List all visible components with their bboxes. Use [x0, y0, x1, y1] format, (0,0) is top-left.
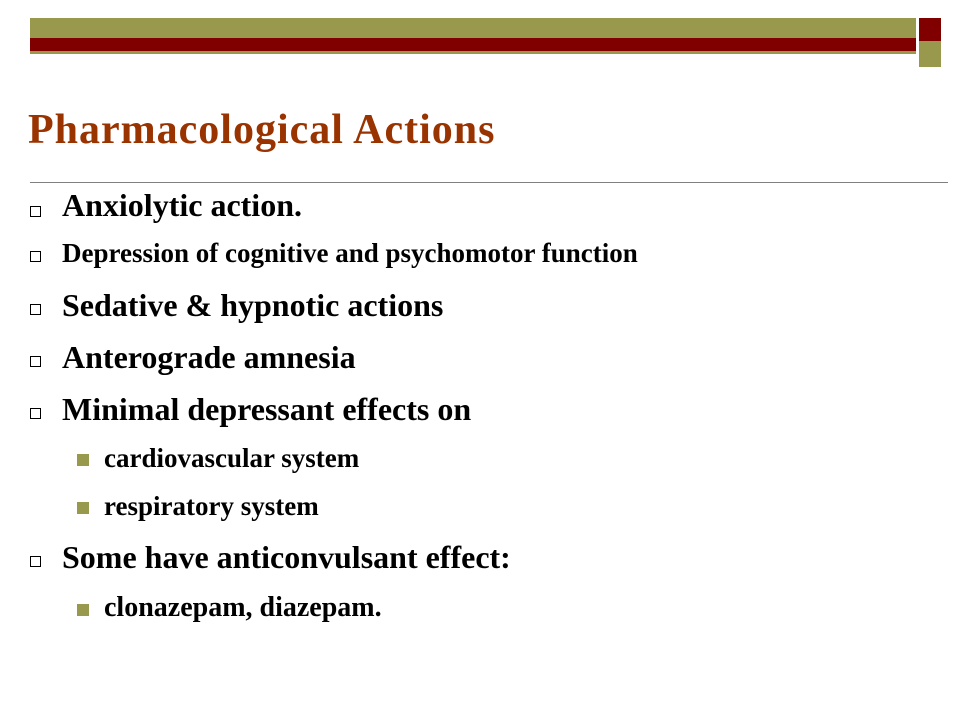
filled-square-bullet-icon	[77, 502, 89, 514]
bullet-text: Minimal depressant effects on	[62, 391, 472, 427]
sub-bullet-text: respiratory system	[104, 491, 319, 521]
bullet-text: Depression of cognitive and psychomotor function	[62, 238, 638, 268]
hollow-square-bullet-icon	[30, 408, 41, 419]
corner-square-olive	[919, 41, 941, 67]
bullet-text: Some have anticonvulsant effect:	[62, 539, 511, 575]
hollow-square-bullet-icon	[30, 356, 41, 367]
header-bar-olive	[30, 18, 916, 38]
hollow-square-bullet-icon	[30, 304, 41, 315]
bullet-text: Anterograde amnesia	[62, 339, 356, 375]
header-bar-olive-thin	[30, 51, 916, 54]
sub-bullet-text: cardiovascular system	[104, 443, 360, 473]
header-bar-maroon	[30, 38, 916, 51]
slide-title: Pharmacological Actions	[28, 107, 496, 153]
corner-square-maroon	[919, 18, 941, 38]
title-divider	[30, 182, 948, 183]
hollow-square-bullet-icon	[30, 206, 41, 217]
filled-square-bullet-icon	[77, 604, 89, 616]
bullet-text: Sedative & hypnotic actions	[62, 287, 444, 323]
bullet-text: Anxiolytic action.	[62, 187, 302, 223]
sub-bullet-text: clonazepam, diazepam.	[104, 592, 382, 623]
hollow-square-bullet-icon	[30, 556, 41, 567]
filled-square-bullet-icon	[77, 454, 89, 466]
hollow-square-bullet-icon	[30, 251, 41, 262]
